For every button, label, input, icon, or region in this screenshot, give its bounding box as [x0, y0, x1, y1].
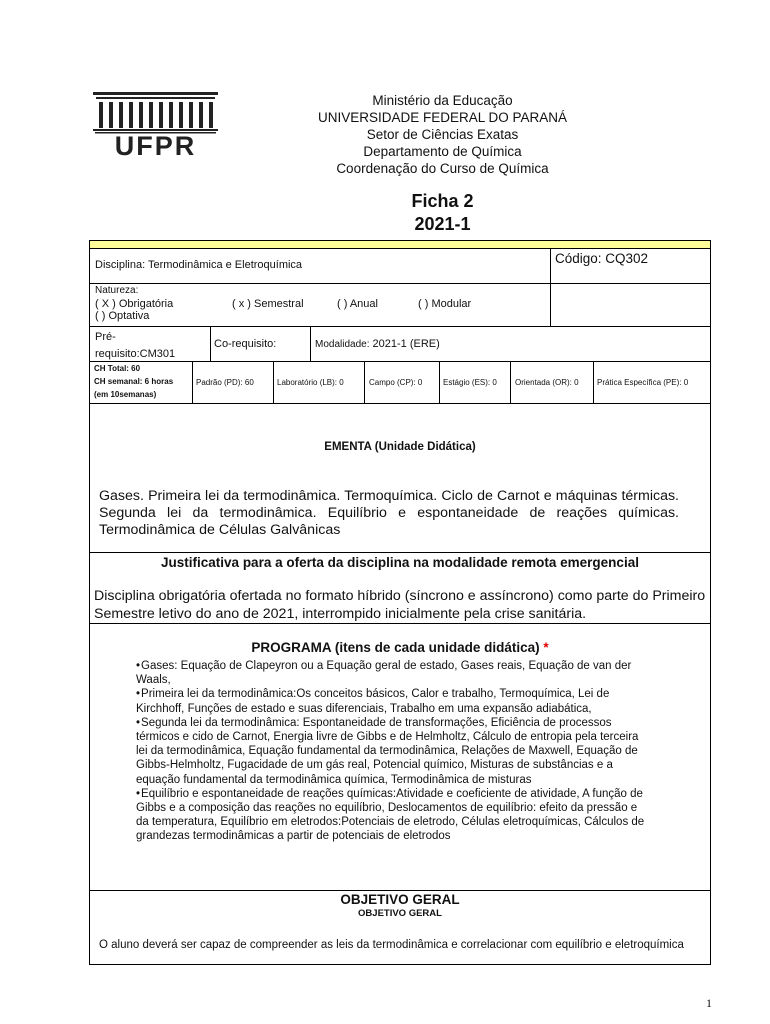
- disciplina-label: Disciplina: Termodinâmica e Eletroquímica: [95, 259, 303, 271]
- yellow-header-bar: [90, 241, 710, 249]
- header-line-universidade: UNIVERSIDADE FEDERAL DO PARANÁ: [317, 110, 568, 125]
- ufpr-logo: [93, 92, 218, 161]
- ch-total: CH Total: 60: [94, 364, 141, 373]
- pre-requisito-line2: requisito:CM301: [95, 348, 176, 360]
- programa-item: • Segunda lei da termodinâmica: Espontaneidade de transformações, Eficiência de processos térmicos e cido de Carnot, Energia livre de Gibbs e de Helmholtz, Cálculo de entropia pela terceira lei da termodinâmica, Equação fundamental da termodinâmica, Relações de Maxwell, Equação de Gibbs-Helmholtz, Fugacidade de um gás real, Potencial químico, Misturas de substâncias e a equação fundamental da termodinâmica química, Termodinâmica de misturas: [136, 716, 652, 787]
- modalidade: [315, 338, 440, 351]
- programa-title-row: [90, 640, 710, 655]
- ficha-title-block: [250, 190, 635, 236]
- natureza-block: [95, 285, 173, 323]
- co-requisito: Co-requisito:: [214, 338, 277, 350]
- justificativa-title: Justificativa para a oferta da disciplina na modalidade remota emergencial: [161, 555, 639, 570]
- codigo-label: Código: CQ302: [555, 251, 649, 266]
- pre-requisito: [95, 329, 175, 363]
- ch-pratica: Prática Específica (PE): 0: [597, 378, 689, 387]
- ficha-title: Ficha 2: [411, 191, 474, 211]
- header-line-ministerio: Ministério da Educação: [372, 93, 513, 108]
- ch-semanal: CH semanal: 6 horas: [94, 377, 174, 386]
- objetivo-subtitle: OBJETIVO GERAL: [358, 908, 442, 919]
- natureza-modular: ( ) Modular: [418, 298, 472, 310]
- header-line-departamento: Departamento de Química: [363, 144, 522, 159]
- ch-campo: Campo (CP): 0: [369, 378, 423, 387]
- ficha-period: 2021-1: [414, 214, 471, 234]
- ch-estagio: Estágio (ES): 0: [443, 378, 497, 387]
- modalidade-value: 2021-1 (ERE): [372, 338, 440, 350]
- header-line-setor: Setor de Ciências Exatas: [366, 127, 519, 142]
- natureza-anual: ( ) Anual: [337, 298, 378, 310]
- institution-header: [250, 92, 635, 177]
- carga-horaria-block: [94, 362, 173, 401]
- page-number: 1: [706, 996, 712, 1010]
- natureza-label: Natureza:: [95, 285, 139, 296]
- pre-requisito-line1: Pré-: [95, 331, 116, 343]
- modalidade-label: Modalidade:: [315, 339, 370, 350]
- ementa-title: EMENTA (Unidade Didática): [324, 441, 476, 453]
- objetivo-text: O aluno deverá ser capaz de compreender as leis da termodinâmica e correlacionar com equilíbrio e eletroquímica: [99, 939, 684, 951]
- programa-item: • Gases: Equação de Clapeyron ou a Equação geral de estado, Gases reais, Equação de van der Waals,: [136, 659, 652, 687]
- ch-semanas: (em 10semanas): [94, 390, 157, 399]
- programa-item: • Equilíbrio e espontaneidade de reações químicas:Atividade e coeficiente de atividade, A função de Gibbs e a composição das reações no equilíbrio, Deslocamentos de equilíbrio: efeito da pressão e da temperatura, Equilíbrio em eletrodos:Potenciais de eletrodo, Células eletroquímicas, Cálculos de grandezas termodinâmicas a partir de potenciais de eletrodos: [136, 787, 652, 844]
- natureza-obrigatoria: ( X ) Obrigatória: [95, 297, 174, 310]
- natureza-semestral: ( x ) Semestral: [232, 298, 304, 310]
- programa-title: PROGRAMA (itens de cada unidade didática): [251, 640, 540, 655]
- programa-list: [136, 659, 652, 844]
- ch-padrao: Padrão (PD): 60: [196, 378, 254, 387]
- programa-asterisk: *: [543, 640, 549, 655]
- header-line-coordenacao: Coordenação do Curso de Química: [336, 161, 549, 176]
- ch-orientada: Orientada (OR): 0: [515, 378, 579, 387]
- objetivo-title: OBJETIVO GERAL: [340, 892, 460, 907]
- natureza-optativa: ( ) Optativa: [95, 310, 150, 322]
- logo-text: UFPR: [114, 131, 197, 161]
- justificativa-text: Disciplina obrigatória ofertada no formato híbrido (síncrono e assíncrono) como parte do Primeiro Semestre letivo do ano de 2021, interrompido inicialmente pela crise sanitária.: [94, 588, 706, 622]
- ficha-form: [89, 240, 711, 965]
- programa-item: • Primeira lei da termodinâmica:Os conceitos básicos, Calor e trabalho, Termoquímica, Lei de Kirchhoff, Funções de estado e suas diferenciais, Trabalho em uma expansão adiabática,: [136, 687, 652, 715]
- ch-laboratorio: Laboratório (LB): 0: [277, 378, 344, 387]
- ementa-text: Gases. Primeira lei da termodinâmica. Termoquímica. Ciclo de Carnot e máquinas térmicas. Segunda lei da termodinâmica. Equilíbrio e espontaneidade de reações químicas. Termodinâmica de Células Galvânicas: [99, 488, 679, 538]
